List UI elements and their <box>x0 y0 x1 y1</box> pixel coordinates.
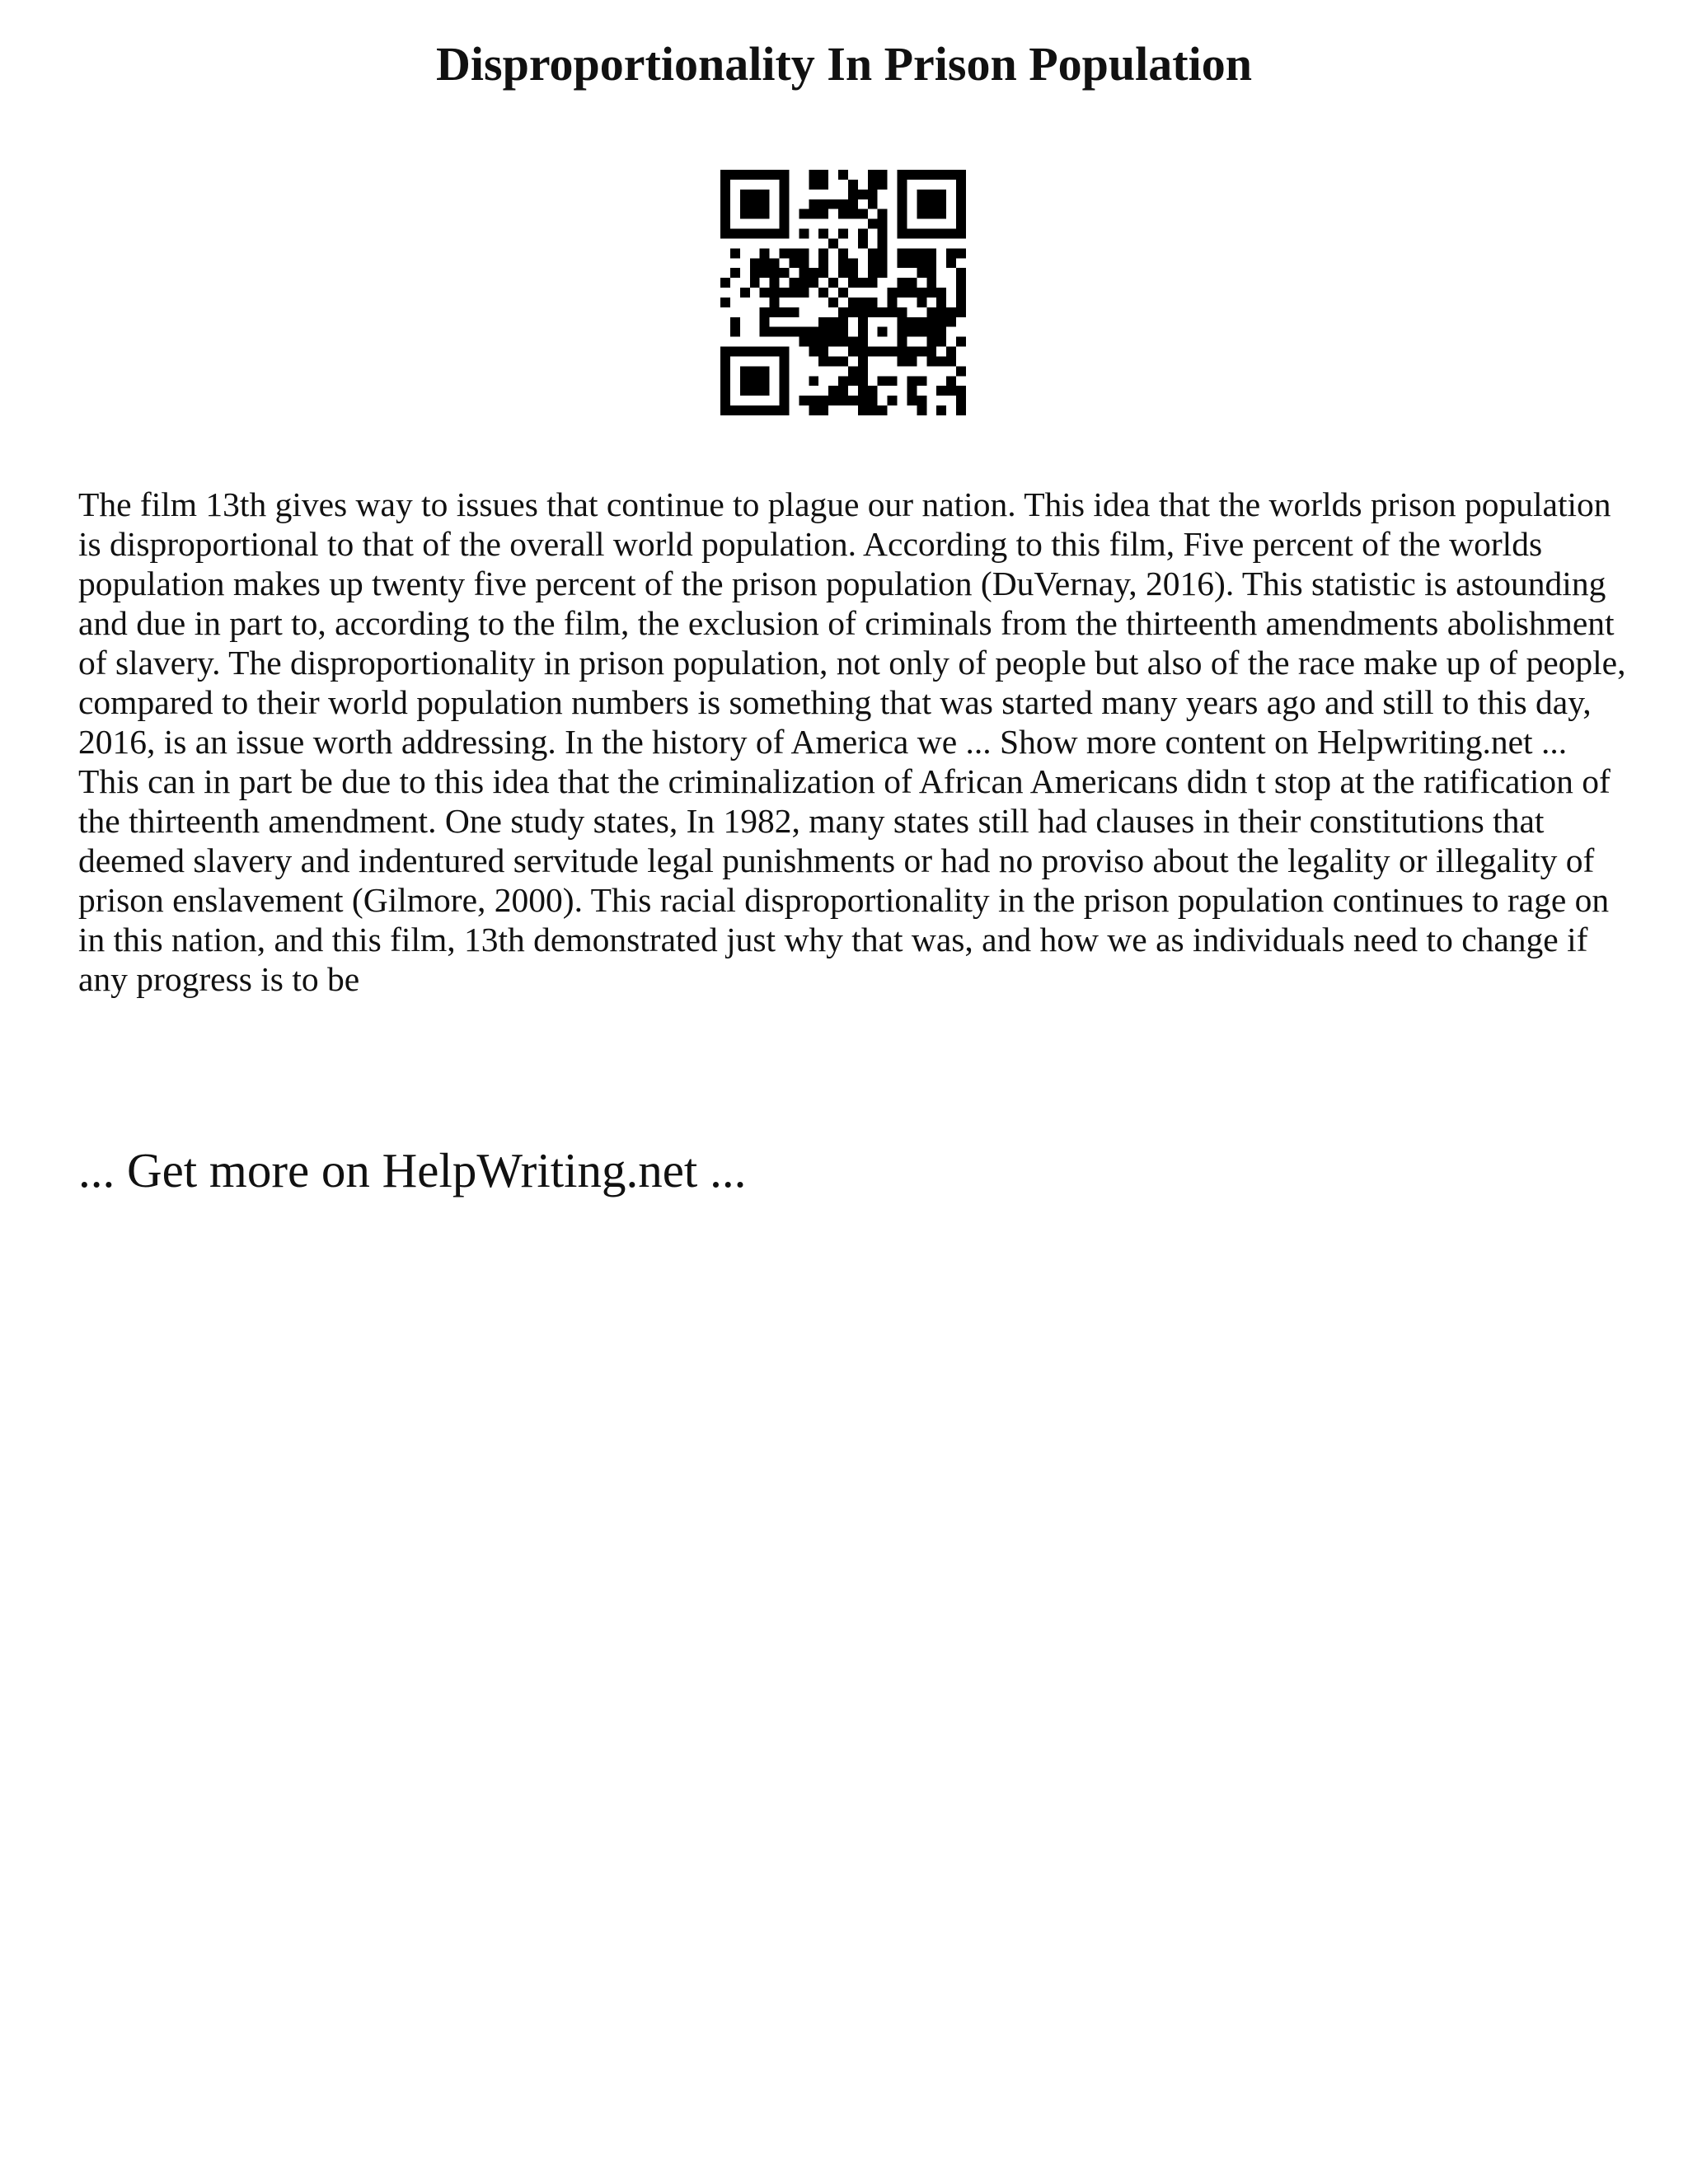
qr-code-graphic <box>720 170 966 415</box>
get-more-link[interactable]: ... Get more on HelpWriting.net ... <box>78 1143 747 1197</box>
page-title: Disproportionality In Prison Population <box>436 37 1252 91</box>
body-text <box>78 485 1628 999</box>
paragraph-2: This can in part be due to this idea that the criminalization of African Americans didn t stop at the ratification of the thirteenth amendment. One study states, In 1982, many states still had clauses in their constitutions that deemed slavery and indentured servitude legal punishments or had no proviso about the legality or illegality of prison enslavement (Gilmore, 2000). This racial disproportionality in the prison population continues to rage on in this nation, and this film, 13th demonstrated just why that was, and how we as individuals need to change if any progress is to be <box>78 762 1611 998</box>
qr-code-icon <box>720 170 966 415</box>
paragraph-1: The film 13th gives way to issues that continue to plague our nation. This idea that the worlds prison population is disproportional to that of the overall world population. According to this film, Five percent of the worlds population makes up twenty five percent of the prison population (DuVernay, 2016). This statistic is astounding and due in part to, according to the film, the exclusion of criminals from the thirteenth amendments abolishment of slavery. The disproportionality in prison population, not only of people but also of the race make up of people, compared to their world population numbers is something that was started many years ago and still to this day, 2016, is an issue worth addressing. In the history of America we ... Show more content on Helpwriting.net ... <box>78 485 1626 761</box>
